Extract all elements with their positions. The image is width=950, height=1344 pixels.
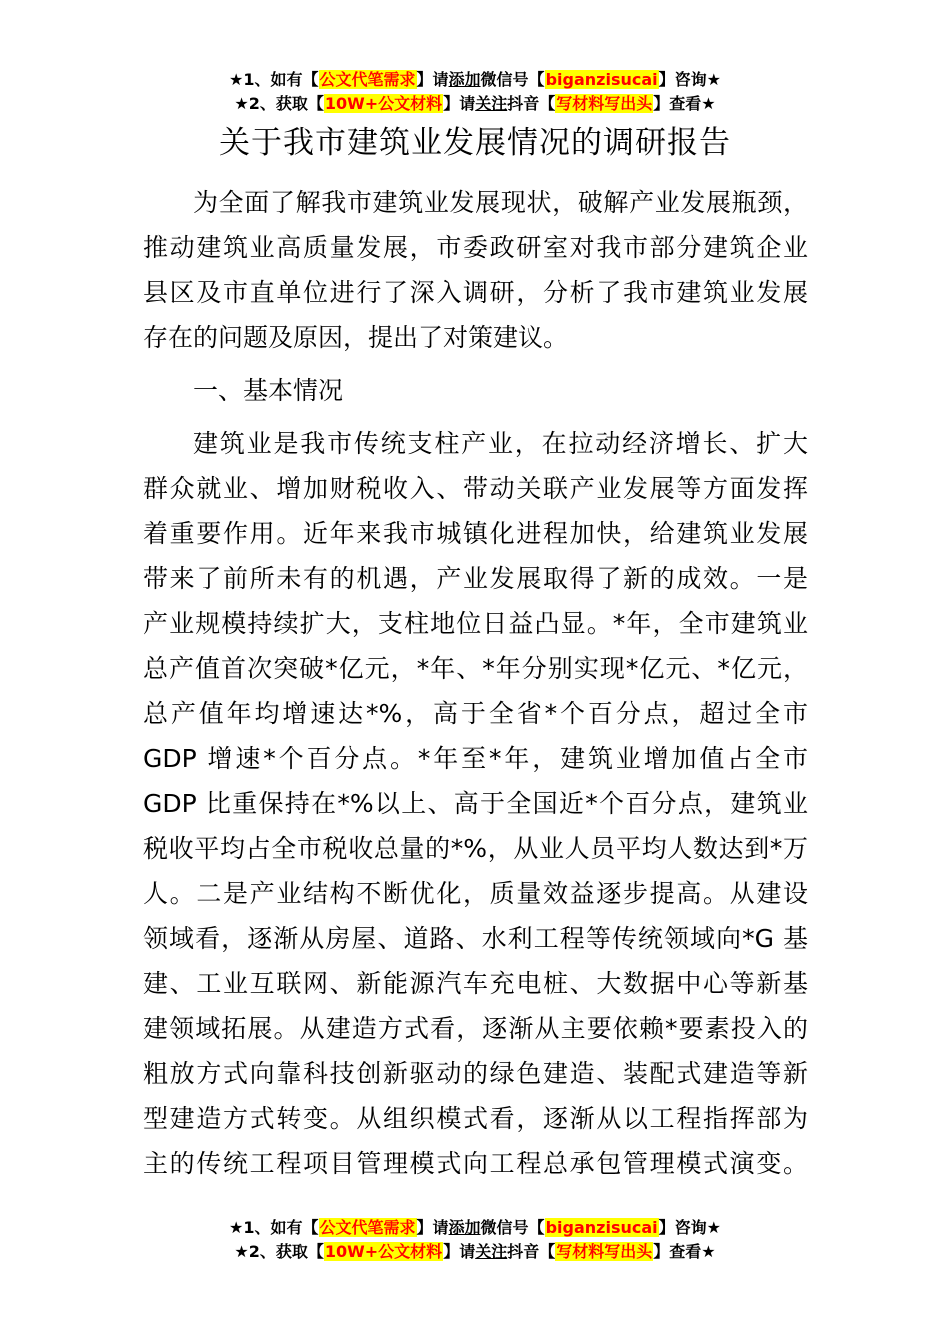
banner-text: ★2、获取【 [234, 1242, 324, 1261]
section-heading [143, 368, 808, 413]
banner-text: ★1、如有【 [229, 1218, 319, 1237]
text-line: 推动建筑业高质量发展，市委政研室对我市部分建筑企业 [143, 233, 808, 262]
banner-text: 】查看★ [653, 1242, 716, 1261]
banner-underline: 添加 [448, 1218, 481, 1237]
banner-highlight: 公文代笔需求 [319, 70, 416, 89]
banner-text: 微信号【 [480, 1218, 545, 1237]
banner-line-1 [0, 68, 950, 92]
banner-underline: 添加 [448, 70, 481, 89]
section-paragraph [143, 421, 808, 1186]
banner-text: 抖音【 [507, 1242, 556, 1261]
banner-text: 】请 [416, 1218, 449, 1237]
banner-highlight: biganzisucai [545, 1218, 658, 1237]
text-line: 存在的问题及原因，提出了对策建议。 [143, 323, 569, 352]
intro-paragraph [143, 180, 808, 360]
banner-text: ★1、如有【 [229, 70, 319, 89]
banner-highlight: 10W+公文材料 [324, 1242, 443, 1261]
banner-highlight: 10W+公文材料 [324, 94, 443, 113]
banner-underline: 关注 [475, 94, 508, 113]
banner-text: 】咨询★ [658, 1218, 721, 1237]
document-body [143, 180, 808, 1186]
banner-text: 】查看★ [653, 94, 716, 113]
text-line: 群众就业、增加财税收入、带动关联产业发展等方面发挥 [143, 474, 808, 503]
text-line: 总产值首次突破*亿元，*年、*年分别实现*亿元、*亿元， [143, 654, 808, 683]
text-line: 领域看，逐渐从房屋、道路、水利工程等传统领域向*G 基 [143, 924, 808, 953]
banner-line-2 [0, 1240, 950, 1264]
text-line: 建、工业互联网、新能源汽车充电桩、大数据中心等新基 [143, 969, 808, 998]
banner-text: 抖音【 [507, 94, 556, 113]
banner-underline: 关注 [475, 1242, 508, 1261]
text-line: 产业规模持续扩大，支柱地位日益凸显。*年，全市建筑业 [143, 609, 808, 638]
text-line: 主的传统工程项目管理模式向工程总承包管理模式演变。 [143, 1149, 808, 1178]
document-title: 关于我市建筑业发展情况的调研报告 [219, 125, 731, 161]
banner-highlight: biganzisucai [545, 70, 658, 89]
text-line: 建领域拓展。从建造方式看，逐渐从主要依赖*要素投入的 [143, 1014, 808, 1043]
banner-line-2 [0, 92, 950, 116]
banner-highlight: 写材料写出头 [556, 94, 653, 113]
text-line: 着重要作用。近年来我市城镇化进程加快，给建筑业发展 [143, 519, 808, 548]
text-line: 总产值年均增速达*%，高于全省*个百分点，超过全市 [143, 699, 808, 728]
banner-highlight: 公文代笔需求 [319, 1218, 416, 1237]
banner-highlight: 写材料写出头 [556, 1242, 653, 1261]
banner-text: 】请 [443, 94, 476, 113]
text-line: 粗放方式向靠科技创新驱动的绿色建造、装配式建造等新 [143, 1059, 808, 1088]
banner-text: 】请 [416, 70, 449, 89]
text-line: 带来了前所未有的机遇，产业发展取得了新的成效。一是 [143, 564, 808, 593]
banner-text: 】请 [443, 1242, 476, 1261]
text-line: 型建造方式转变。从组织模式看，逐渐从以工程指挥部为 [143, 1104, 808, 1133]
banner-text: 】咨询★ [658, 70, 721, 89]
text-line: 人。二是产业结构不断优化，质量效益逐步提高。从建设 [143, 879, 808, 908]
section-heading-text: 一、基本情况 [193, 376, 344, 405]
banner-line-1 [0, 1216, 950, 1240]
banner-text: 微信号【 [480, 70, 545, 89]
bottom-banner [0, 1216, 950, 1264]
top-banner [0, 68, 950, 116]
text-line: 税收平均占全市税收总量的*%，从业人员平均人数达到*万 [143, 834, 808, 863]
text-line: 建筑业是我市传统支柱产业，在拉动经济增长、扩大 [193, 429, 808, 458]
banner-text: ★2、获取【 [234, 94, 324, 113]
text-line: 县区及市直单位进行了深入调研，分析了我市建筑业发展 [143, 278, 808, 307]
text-line: GDP 增速*个百分点。*年至*年，建筑业增加值占全市 [143, 744, 808, 773]
text-line: 为全面了解我市建筑业发展现状，破解产业发展瓶颈， [193, 188, 808, 217]
text-line: GDP 比重保持在*%以上、高于全国近*个百分点，建筑业 [143, 789, 808, 818]
